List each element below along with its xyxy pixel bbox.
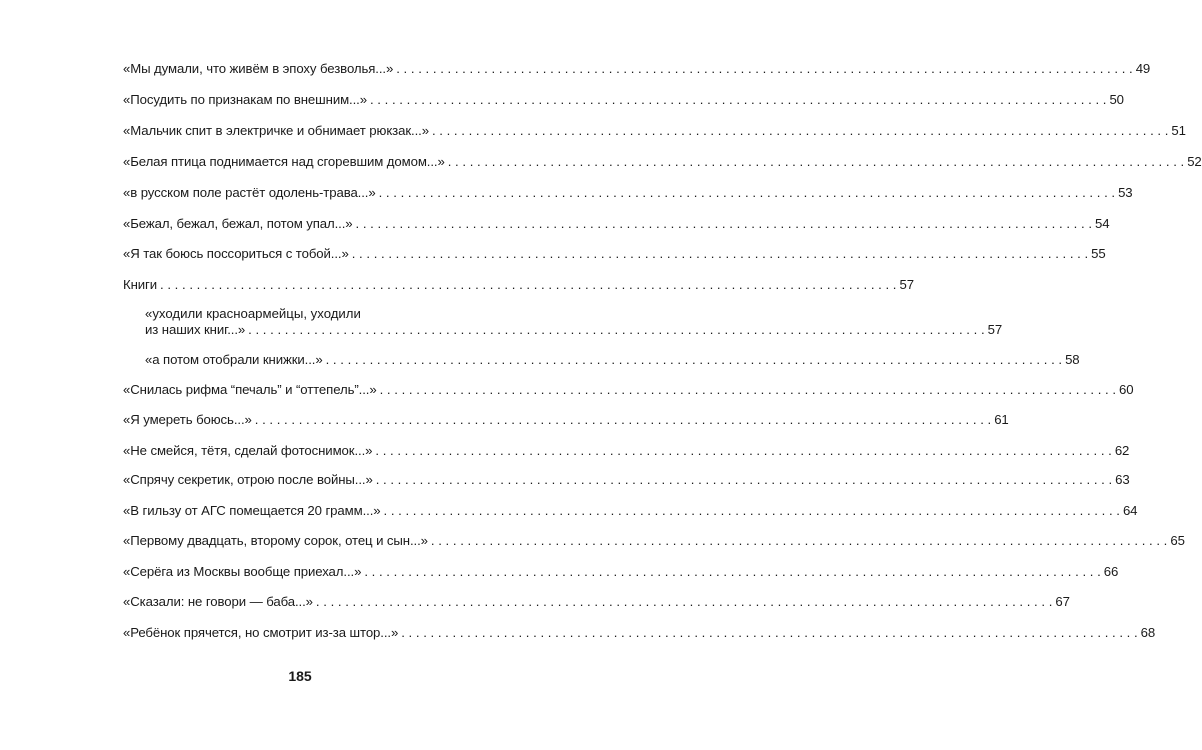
dot-leader xyxy=(401,625,1137,641)
toc-entry-title: «Мы думали, что живём в эпоху безволья...» xyxy=(123,61,394,76)
toc-entry-title: «Ребёнок прячется, но смотрит из-за штор...» xyxy=(123,625,399,640)
toc-entry[interactable] xyxy=(123,503,1138,519)
toc-entry-title: «Серёга из Москвы вообще приехал...» xyxy=(123,564,362,579)
toc-entry-title: «Я умереть боюсь...» xyxy=(123,412,252,427)
dot-leader xyxy=(431,533,1167,549)
toc-entry[interactable] xyxy=(123,564,1119,580)
toc-entry[interactable] xyxy=(123,412,1009,428)
toc-entry[interactable] xyxy=(123,382,1134,398)
toc-entry-page: 66 xyxy=(1103,564,1119,579)
toc-entry-title: «а потом отобрали книжки...» xyxy=(145,352,323,367)
dot-leader xyxy=(379,185,1115,201)
toc-entry-title: «Мальчик спит в электричке и обнимает рюкзак...» xyxy=(123,123,429,138)
dot-leader xyxy=(396,61,1132,77)
toc-subentry-title-line1[interactable]: «уходили красноармейцы, уходили xyxy=(145,306,361,321)
dot-leader xyxy=(376,472,1112,488)
toc-entry-page: 51 xyxy=(1171,123,1186,138)
toc-entry[interactable] xyxy=(123,185,1133,201)
toc-entry[interactable] xyxy=(123,216,1110,232)
dot-leader xyxy=(448,154,1184,170)
toc-entry-page: 49 xyxy=(1135,61,1151,76)
dot-leader xyxy=(375,443,1111,459)
dot-leader xyxy=(248,322,984,338)
toc-entry-page: 67 xyxy=(1055,594,1070,609)
dot-leader xyxy=(364,564,1100,580)
toc-entry-title: Книги xyxy=(123,277,158,292)
toc-entry-page: 63 xyxy=(1115,472,1130,487)
toc-entry-title: «Сказали: не говори — баба...» xyxy=(123,594,313,609)
toc-entry-page: 52 xyxy=(1187,154,1202,169)
toc-entry-page: 53 xyxy=(1118,185,1133,200)
toc-entry[interactable] xyxy=(123,246,1106,262)
dot-leader xyxy=(384,503,1120,519)
toc-entry-page: 54 xyxy=(1094,216,1110,231)
toc-entry-title: «в русском поле растёт одолень-трава...» xyxy=(123,185,376,200)
toc-entry[interactable] xyxy=(123,61,1151,77)
toc-section-heading[interactable] xyxy=(123,277,914,293)
toc-entry-page: 68 xyxy=(1140,625,1156,640)
toc-subentry[interactable] xyxy=(145,322,1003,338)
toc-entry-page: 64 xyxy=(1122,503,1138,518)
toc-entry-page: 57 xyxy=(899,277,914,292)
toc-subentry[interactable] xyxy=(145,352,1080,368)
toc-entry[interactable] xyxy=(123,594,1070,610)
dot-leader xyxy=(380,382,1116,398)
dot-leader xyxy=(352,246,1088,262)
toc-entry[interactable] xyxy=(123,625,1156,641)
toc-entry-title: из наших книг...» xyxy=(145,322,246,337)
toc-entry-title: «Первому двадцать, второму сорок, отец и сын...» xyxy=(123,533,428,548)
toc-entry-title: «Снилась рифма “печаль” и “оттепель”...» xyxy=(123,382,377,397)
dot-leader xyxy=(432,123,1168,139)
dot-leader xyxy=(356,216,1092,232)
dot-leader xyxy=(316,594,1052,610)
dot-leader xyxy=(255,412,991,428)
toc-entry[interactable] xyxy=(123,123,1186,139)
toc-entry-page: 55 xyxy=(1091,246,1106,261)
toc-entry-title: «Не смейся, тётя, сделай фотоснимок...» xyxy=(123,443,373,458)
toc-entry-page: 62 xyxy=(1114,443,1130,458)
toc-entry-title: «В гильзу от АГС помещается 20 грамм...» xyxy=(123,503,381,518)
toc-entry-title: «Я так боюсь поссориться с тобой...» xyxy=(123,246,349,261)
dot-leader xyxy=(160,277,896,293)
dot-leader xyxy=(326,352,1062,368)
toc-entry[interactable] xyxy=(123,443,1130,459)
toc-entry-title: «Белая птица поднимается над сгоревшим домом...» xyxy=(123,154,445,169)
toc-entry-page: 57 xyxy=(987,322,1003,337)
toc-entry[interactable] xyxy=(123,533,1185,549)
toc-entry[interactable] xyxy=(123,92,1124,108)
toc-entry-page: 60 xyxy=(1119,382,1134,397)
toc-entry-page: 50 xyxy=(1109,92,1124,107)
toc-entry-page: 58 xyxy=(1065,352,1080,367)
dot-leader xyxy=(370,92,1106,108)
toc-entry[interactable] xyxy=(123,472,1130,488)
toc-entry-page: 61 xyxy=(994,412,1009,427)
page-number: 185 xyxy=(288,668,312,684)
toc-entry-page: 65 xyxy=(1170,533,1185,548)
toc-entry-title: «Бежал, бежал, бежал, потом упал...» xyxy=(123,216,353,231)
toc-entry-title: «Посудить по признакам по внешним...» xyxy=(123,92,367,107)
toc-entry[interactable] xyxy=(123,154,1202,170)
toc-entry-title: «Спрячу секретик, отрою после войны...» xyxy=(123,472,373,487)
